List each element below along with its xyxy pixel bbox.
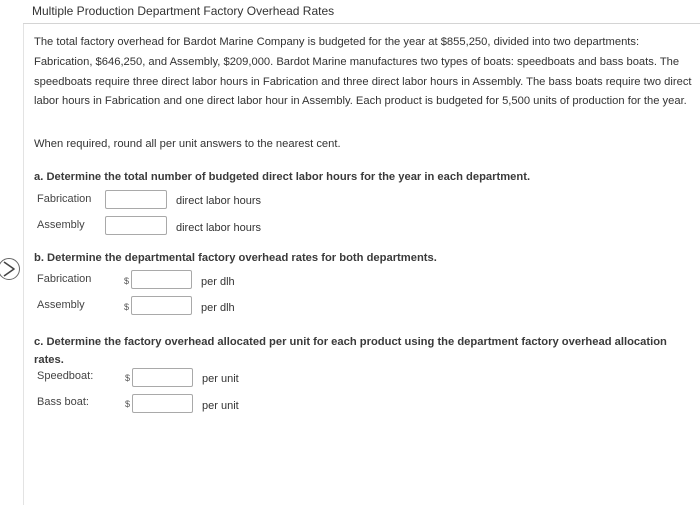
- part-a-assembly-unit: direct labor hours: [176, 222, 261, 234]
- part-c-speedboat-input[interactable]: [132, 368, 193, 387]
- part-b-assembly-currency: $: [124, 302, 130, 312]
- left-rule: [23, 24, 24, 505]
- part-b-assembly-input[interactable]: [131, 296, 192, 315]
- part-a-assembly-label: Assembly: [37, 219, 85, 231]
- part-a-fabrication-label: Fabrication: [37, 193, 92, 205]
- part-b-assembly-unit: per dlh: [201, 302, 235, 314]
- part-a-heading: a. Determine the total number of budgeted direct labor hours for the year in each department.: [34, 171, 531, 183]
- part-c-speedboat-unit: per unit: [202, 373, 239, 385]
- part-c-heading: c. Determine the factory overhead allocated per unit for each product using the department factory overhead allocation rates.: [34, 336, 667, 366]
- part-a-fabrication-unit: direct labor hours: [176, 195, 261, 207]
- part-b-fabrication-input[interactable]: [131, 270, 192, 289]
- problem-description: The total factory overhead for Bardot Marine Company is budgeted for the year at $855,250, divided into two departments: Fabrication, $646,250, and Assembly, $209,000. Bardot Marine manufactures two types of boats: speedboats and bass boats. The speedboats require three direct labor hours in Fabrication and three direct labor hours in Assembly. The bass boats require two direct labor hours in Fabrication and one direct labor hour in Assembly. Each product is budgeted for 5,500 units of production for the year.: [34, 36, 692, 108]
- part-b-assembly-label: Assembly: [37, 299, 85, 311]
- part-c-speedboat-label: Speedboat:: [37, 370, 94, 382]
- part-c-speedboat-currency: $: [125, 373, 131, 383]
- part-c-bassboat-input[interactable]: [132, 394, 193, 413]
- part-c-bassboat-label: Bass boat:: [37, 396, 89, 408]
- part-a-fabrication-input[interactable]: [105, 190, 167, 209]
- rounding-note: When required, round all per unit answers to the nearest cent.: [34, 138, 341, 150]
- chevron-right-icon[interactable]: [0, 258, 20, 280]
- part-b-fabrication-currency: $: [124, 276, 130, 286]
- part-c-bassboat-unit: per unit: [202, 400, 239, 412]
- part-c-bassboat-currency: $: [125, 399, 131, 409]
- part-a-assembly-input[interactable]: [105, 216, 167, 235]
- part-b-heading: b. Determine the departmental factory overhead rates for both departments.: [34, 252, 437, 264]
- part-b-fabrication-unit: per dlh: [201, 276, 235, 288]
- part-b-fabrication-label: Fabrication: [37, 273, 92, 285]
- title-divider: [23, 23, 700, 24]
- page-title: Multiple Production Department Factory Overhead Rates: [32, 4, 335, 18]
